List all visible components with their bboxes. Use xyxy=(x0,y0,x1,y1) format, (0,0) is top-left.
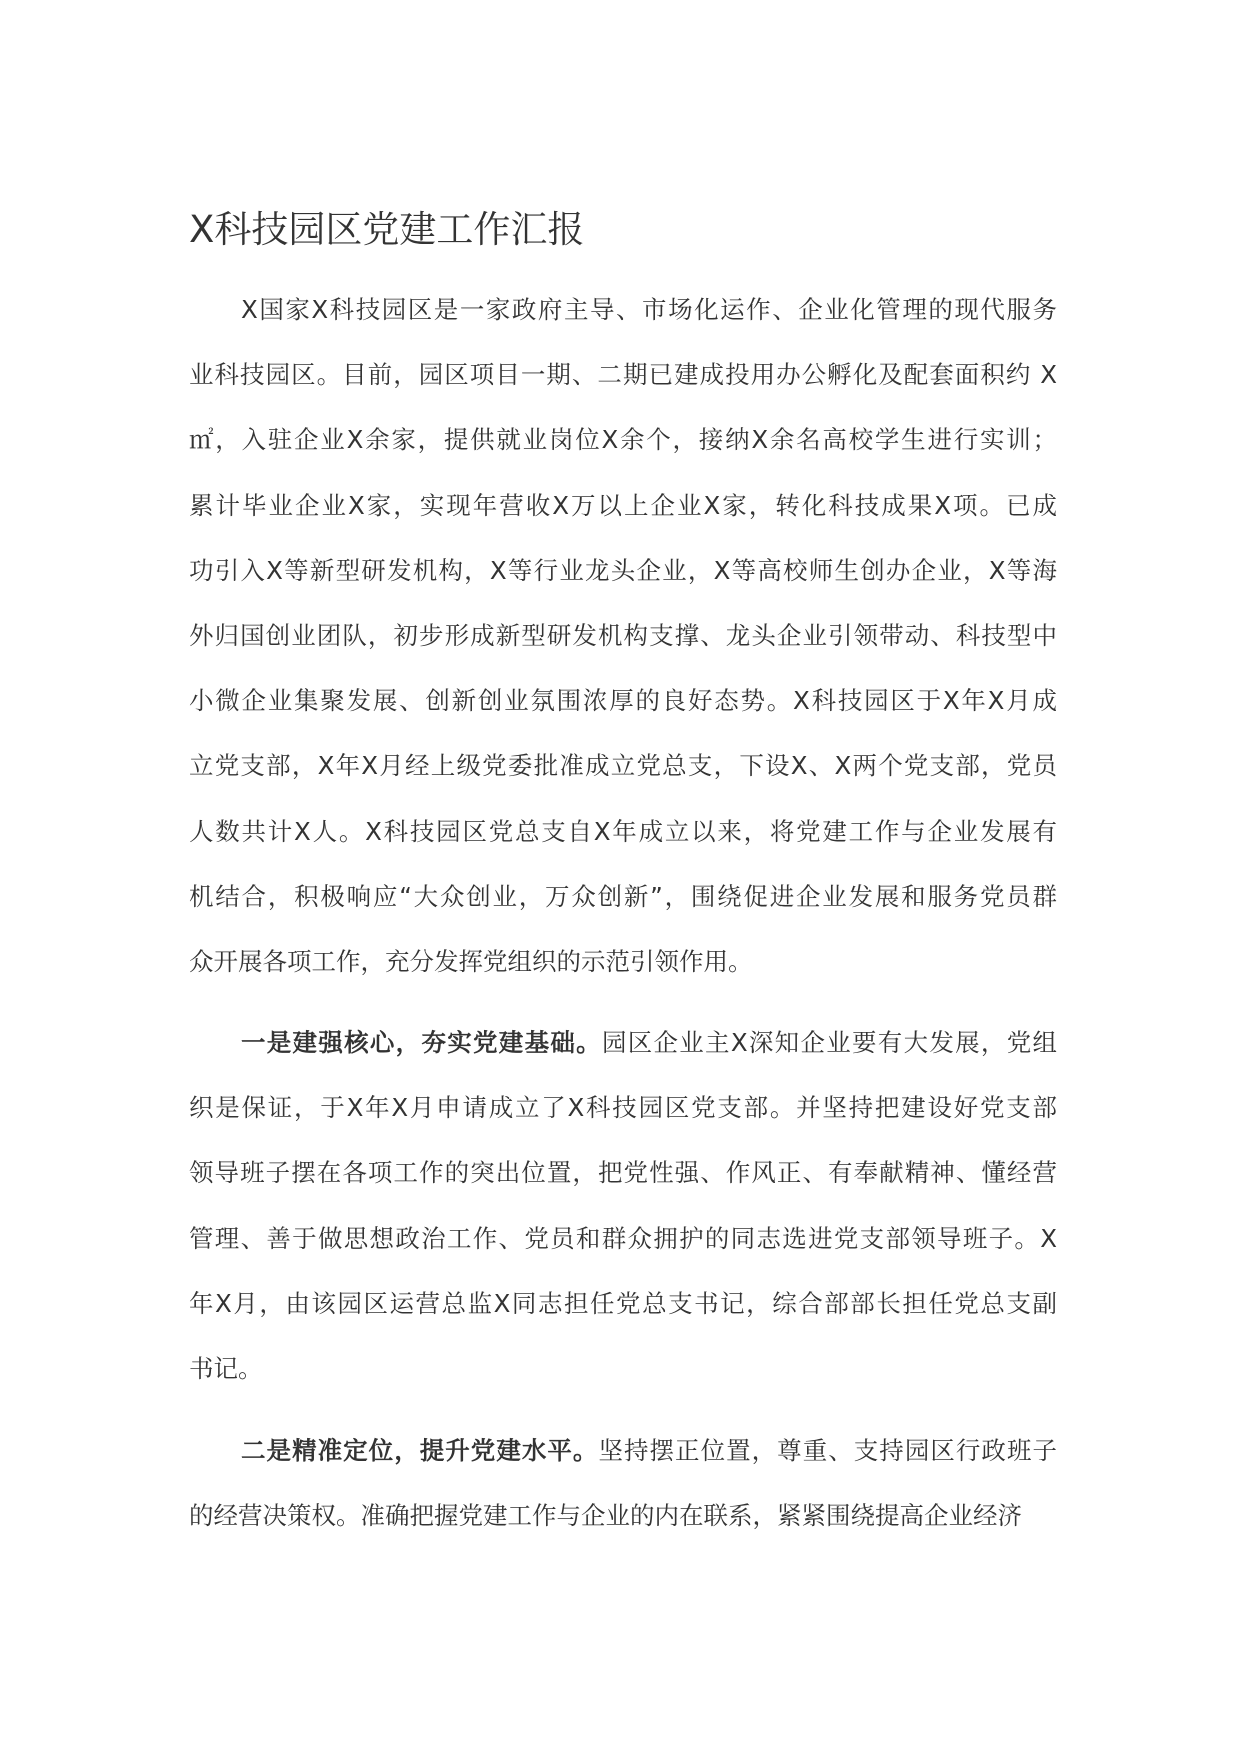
text-line xyxy=(189,1075,1057,1140)
line-text: 园区企业主X深知企业要有大发展，党组 xyxy=(601,1028,1057,1057)
line-text: 管理、善于做思想政治工作、党员和群众拥护的同志选进党支部领导班子。X xyxy=(189,1223,1057,1253)
text-line xyxy=(189,1271,1057,1336)
line-text: 领导班子摆在各项工作的突出位置，把党性强、作风正、有奉献精神、懂经营 xyxy=(189,1158,1057,1188)
text-line xyxy=(189,342,1057,407)
line-text: 书记。 xyxy=(189,1353,263,1383)
text-line xyxy=(189,1418,1057,1483)
line-text: 年X月，由该园区运营总监X同志担任党总支书记，综合部部长担任党总支副 xyxy=(189,1288,1057,1318)
line-text: 外归国创业团队，初步形成新型研发机构支撑、龙头企业引领带动、科技型中 xyxy=(189,620,1057,650)
text-line xyxy=(189,473,1057,538)
text-line xyxy=(189,538,1057,603)
text-line xyxy=(189,1010,1057,1075)
text-line xyxy=(189,864,1057,929)
line-text: 人数共计X人。X科技园区党总支自X年成立以来，将党建工作与企业发展有 xyxy=(189,816,1057,846)
text-line xyxy=(189,1483,1057,1548)
line-text: X国家X科技园区是一家政府主导、市场化运作、企业化管理的现代服务 xyxy=(241,295,1057,324)
line-text: 织是保证，于X年X月申请成立了X科技园区党支部。并坚持把建设好党支部 xyxy=(189,1093,1057,1123)
paragraph-lead: 二是精准定位，提升党建水平。 xyxy=(241,1436,599,1465)
line-text: 累计毕业企业X家，实现年营收X万以上企业X家，转化科技成果X项。已成 xyxy=(189,490,1057,520)
line-text: 立党支部，X年X月经上级党委批准成立党总支，下设X、X两个党支部，党员 xyxy=(189,751,1057,781)
text-line xyxy=(189,1336,1057,1401)
text-line xyxy=(189,1140,1057,1205)
paragraph-core-strengthening xyxy=(189,1010,1057,1401)
text-line xyxy=(189,1206,1057,1271)
text-line xyxy=(189,799,1057,864)
line-text: 小微企业集聚发展、创新创业氛围浓厚的良好态势。X科技园区于X年X月成 xyxy=(189,686,1057,716)
paragraph-intro xyxy=(189,277,1057,994)
line-text: 的经营决策权。准确把握党建工作与企业的内在联系，紧紧围绕提高企业经济 xyxy=(189,1501,1022,1531)
paragraph-precise-positioning xyxy=(189,1418,1057,1548)
line-text: 机结合，积极响应“大众创业，万众创新”，围绕促进企业发展和服务党员群 xyxy=(189,881,1057,911)
text-line xyxy=(189,668,1057,733)
text-line xyxy=(189,603,1057,668)
text-line xyxy=(189,407,1057,472)
line-text: 业科技园区。目前，园区项目一期、二期已建成投用办公孵化及配套面积约 X xyxy=(189,360,1057,390)
line-text: 功引入X等新型研发机构，X等行业龙头企业，X等高校师生创办企业，X等海 xyxy=(189,555,1057,585)
text-line xyxy=(189,733,1057,798)
line-text: 坚持摆正位置，尊重、支持园区行政班子 xyxy=(598,1436,1057,1465)
line-text: ㎡，入驻企业X余家，提供就业岗位X余个，接纳X余名高校学生进行实训； xyxy=(189,425,1057,455)
document-title: X科技园区党建工作汇报 xyxy=(189,208,585,251)
paragraph-lead: 一是建强核心，夯实党建基础。 xyxy=(241,1028,602,1057)
text-line xyxy=(189,929,1057,994)
text-line xyxy=(189,277,1057,342)
line-text: 众开展各项工作，充分发挥党组织的示范引领作用。 xyxy=(189,946,753,976)
